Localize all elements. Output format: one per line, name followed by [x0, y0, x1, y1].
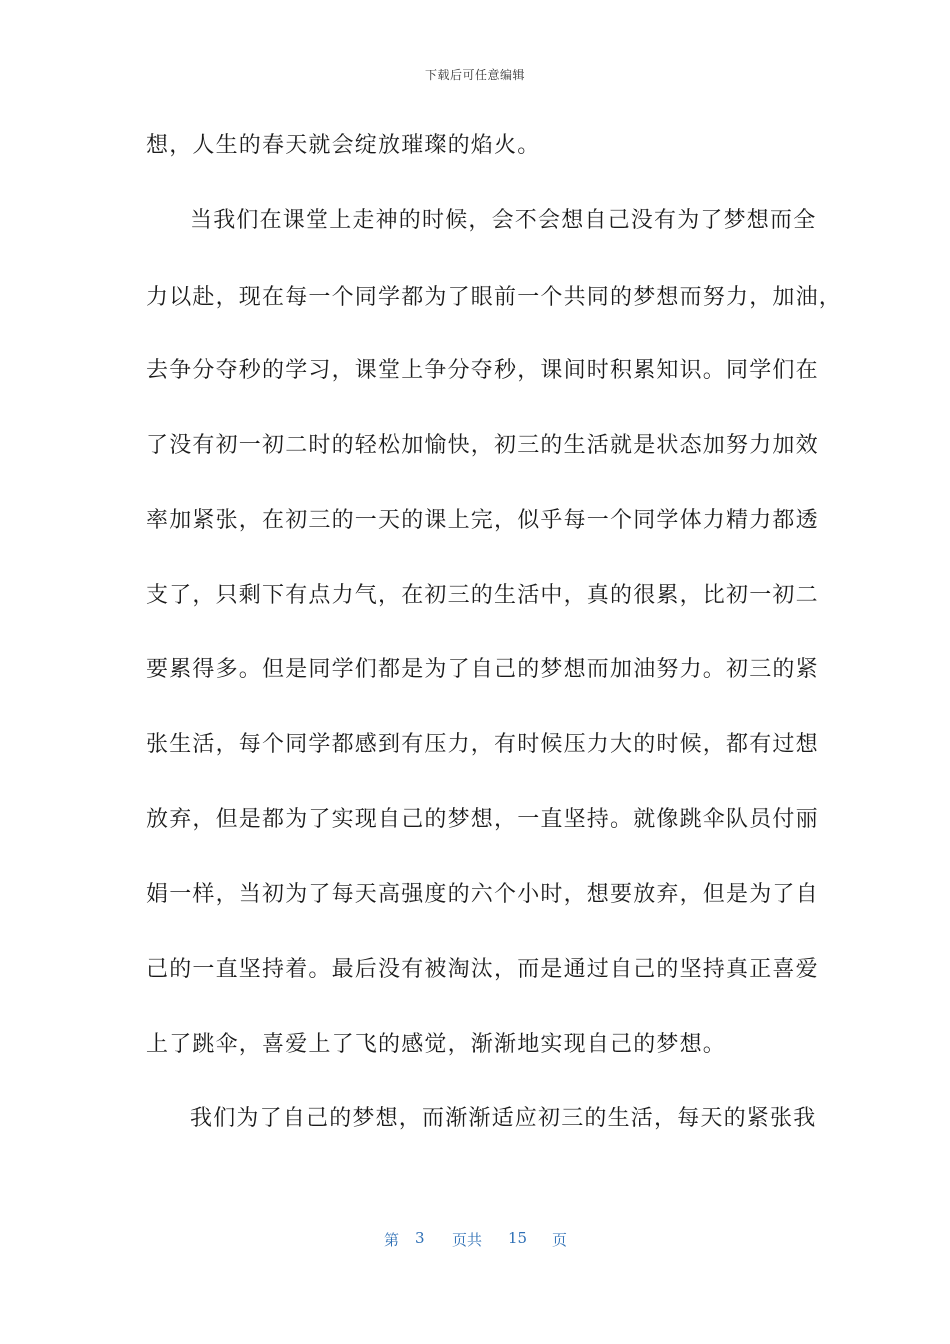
page-header-note: 下载后可任意编辑 — [424, 68, 525, 82]
text-line: 张生活，每个同学都感到有压力，有时候压力大的时候，都有过想 — [146, 732, 819, 757]
text-line: 放弃，但是都为了实现自己的梦想，一直坚持。就像跳伞队员付丽 — [146, 807, 819, 832]
footer-current-page: 3 — [415, 1229, 425, 1247]
text-line: 己的一直坚持着。最后没有被淘汰，而是通过自己的坚持真正喜爱 — [146, 957, 819, 982]
footer-page-prefix: 第 — [384, 1231, 400, 1249]
footer-total-pages: 15 — [508, 1229, 528, 1247]
text-line: 了没有初一初二时的轻松加愉快，初三的生活就是状态加努力加效 — [146, 433, 819, 458]
page-footer — [0, 1229, 950, 1249]
paragraph-start-line: 我们为了自己的梦想，而渐渐适应初三的生活，每天的紧张我 — [190, 1106, 817, 1131]
text-line: 率加紧张，在初三的一天的课上完，似乎每一个同学体力精力都透 — [146, 508, 819, 533]
text-line: 力以赴，现在每一个同学都为了眼前一个共同的梦想而努力，加油， — [146, 285, 843, 310]
text-line: 想，人生的春天就会绽放璀璨的焰火。 — [146, 133, 541, 158]
text-line: 支了，只剩下有点力气，在初三的生活中，真的很累，比初一初二 — [146, 583, 819, 608]
text-line: 要累得多。但是同学们都是为了自己的梦想而加油努力。初三的紧 — [146, 657, 819, 682]
footer-page-middle: 页共 — [452, 1231, 483, 1249]
text-line: 去争分夺秒的学习，课堂上争分夺秒，课间时积累知识。同学们在 — [146, 358, 819, 383]
text-line: 上了跳伞，喜爱上了飞的感觉，渐渐地实现自己的梦想。 — [146, 1032, 727, 1057]
text-line: 娟一样，当初为了每天高强度的六个小时，想要放弃，但是为了自 — [146, 882, 819, 907]
footer-page-suffix: 页 — [552, 1231, 568, 1249]
paragraph-start-line: 当我们在课堂上走神的时候，会不会想自己没有为了梦想而全 — [190, 208, 817, 233]
